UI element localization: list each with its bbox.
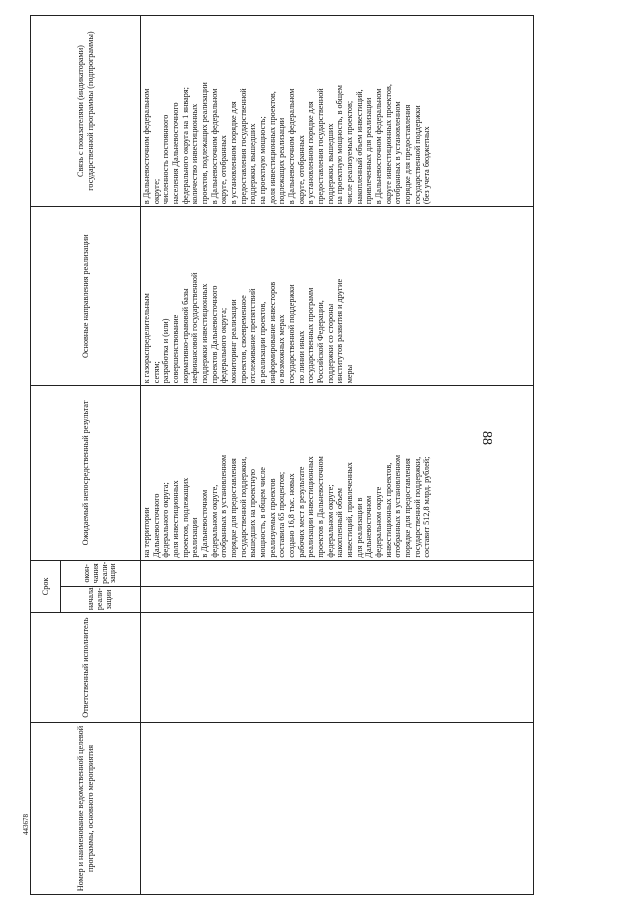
header-number-name: Номер и наименование ведомственной целевой программы, основного мероприятия [31, 723, 141, 895]
cell-result: на территории Дальневосточного федерального округа; доля инвестиционных проектов, подлежащих реализации в Дальневосточном федеральном округе, отобранных в установленном порядке для предоставления государственной поддержки, вышедших на проектную мощность, в общем числе реализуемых проектов составила 65 процентов; создано 16,8 тыс. новых рабочих мест в результате реализации инвестиционных проектов в Дальневосточном федеральном округе; накопленный объем инвестиций, привлеченных для реализации в Дальневосточном федеральном округе инвестиционных проектов, отобранных в установленном порядке для предоставления государственной поддержки, составит 512,8 млрд. рублей; [141, 386, 534, 560]
table-row [141, 16, 534, 895]
rotated-table-container [30, 15, 540, 895]
cell-executor [141, 613, 534, 723]
header-term-end: окон- чания реали- зации [61, 560, 141, 586]
cell-directions: к газораспределительным сетям; разработка и (или) совершенствование нормативно-правовой базы нефинансовой государственной поддержки инвестиционных проектов Дальневосточного федерального округа; мониторинг реализации проектов, своевременное отслеживание препятствий в реализации проектов, информирование инвесторов о возможных мерах государственной поддержки по линии иных государственных программ Российской Федерации, поддержки со стороны институтов развития и другие меры [141, 207, 534, 386]
header-result: Ожидаемый непосредственный результат [31, 386, 141, 560]
cell-link: в Дальневосточном федеральном округе; численность постоянного населения Дальневосточного федерального округа на 1 января; количество инвестиционных проектов, подлежащих реализации в Дальневосточном федеральном округе, отобранных в установленном порядке для предоставления государственной поддержки, вышедших на проектную мощность; доля инвестиционных проектов, подлежащих реализации в Дальневосточном федеральном округе, отобранных в установленном порядке для предоставления государственной поддержки, вышедших на проектную мощность, в общем числе реализуемых проектов; накопленный объем инвестиций, привлеченных для реализации в Дальневосточном федеральном округе инвестиционных проектов, отобранных в установленном порядке для предоставления государственной поддержки (без учета бюджетных [141, 16, 534, 207]
program-table [30, 15, 534, 895]
header-executor: Ответственный исполнитель [31, 613, 141, 723]
cell-term-end [141, 560, 534, 586]
page-number: 88 [479, 431, 494, 445]
header-term: Срок [31, 560, 61, 613]
header-directions: Основные направления реализации [31, 207, 141, 386]
header-link: Связь с показателями (индикаторами) государственной программы (подпрограммы) [31, 16, 141, 207]
cell-term-start [141, 586, 534, 612]
cell-number-name [141, 723, 534, 895]
header-term-start: начала реали- зации [61, 586, 141, 612]
document-id: 443678 [22, 814, 30, 835]
